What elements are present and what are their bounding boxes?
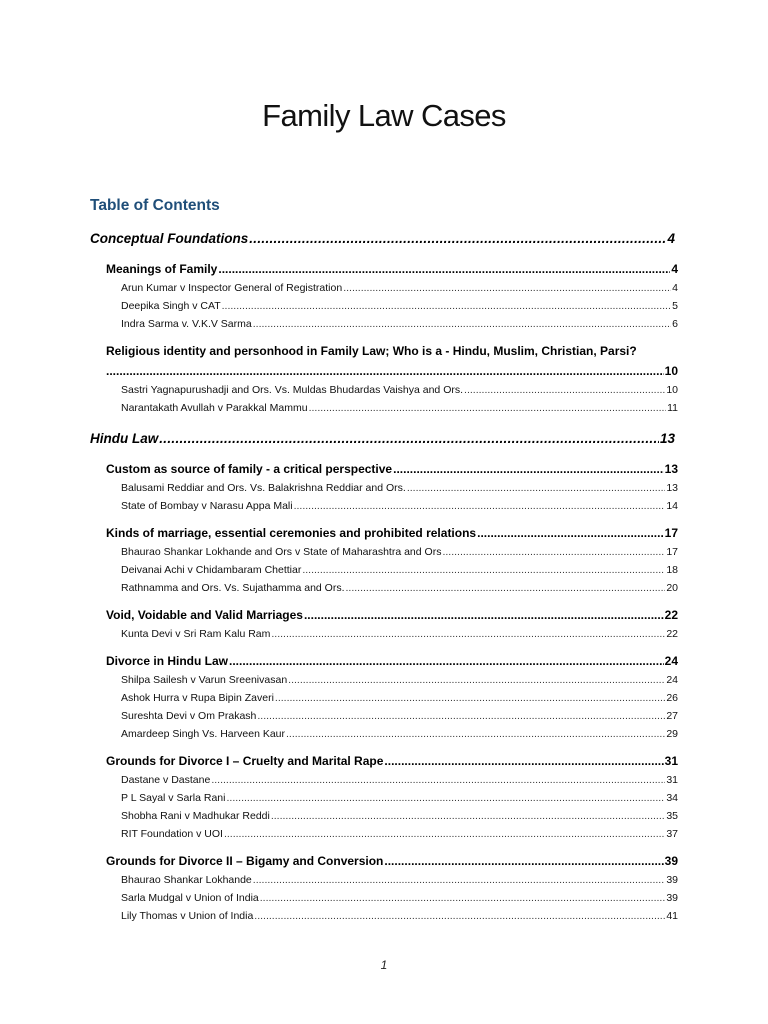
- toc-subsection-title: Religious identity and personhood in Family Law; Who is a - Hindu, Muslim, Christian, Parsi?: [106, 344, 637, 358]
- toc-section-title: Hindu Law: [90, 431, 159, 446]
- toc-case-title: Sastri Yagnapurushadji and Ors. Vs. Muldas Bhudardas Vaishya and Ors.: [121, 384, 464, 396]
- toc-leader-dots: [229, 651, 664, 671]
- toc-subsection-meanings-of-family[interactable]: [106, 259, 678, 279]
- toc-page-number: 10: [664, 364, 678, 378]
- toc-page-number: 26: [666, 692, 678, 704]
- toc-case-title: Lily Thomas v Union of India: [121, 910, 254, 922]
- table-of-contents: [0, 226, 768, 925]
- toc-case-title: Deivanai Achi v Chidambaram Chettiar: [121, 564, 302, 576]
- toc-leader-dots: [271, 625, 665, 643]
- toc-page-number: 22: [664, 608, 678, 622]
- toc-case-entry[interactable]: [121, 771, 678, 789]
- toc-case-title: Ashok Hurra v Rupa Bipin Zaveri: [121, 692, 274, 704]
- document-title: Family Law Cases: [262, 98, 506, 133]
- toc-case-title: Shilpa Sailesh v Varun Sreenivasan: [121, 674, 288, 686]
- toc-subsection-divorce[interactable]: [106, 651, 678, 671]
- toc-subsection-custom[interactable]: [106, 459, 678, 479]
- toc-case-entry[interactable]: [121, 625, 678, 643]
- toc-case-title: Sureshta Devi v Om Prakash: [121, 710, 257, 722]
- toc-case-entry[interactable]: [121, 297, 678, 315]
- toc-subsection-title: Meanings of Family: [106, 262, 218, 276]
- toc-page-number: 4: [671, 262, 678, 276]
- toc-leader-dots: [275, 689, 665, 707]
- toc-case-title: State of Bombay v Narasu Appa Mali: [121, 500, 293, 512]
- toc-page-number: 37: [666, 828, 678, 840]
- toc-page-number: 18: [666, 564, 678, 576]
- toc-page-number: 6: [672, 318, 678, 330]
- toc-leader-dots: [346, 579, 666, 597]
- toc-page-number: 39: [666, 874, 678, 886]
- toc-leader-dots: [260, 889, 666, 907]
- toc-case-entry[interactable]: [121, 315, 678, 333]
- toc-page-number: 17: [664, 526, 678, 540]
- toc-page-number: 4: [667, 231, 675, 246]
- toc-case-entry[interactable]: [121, 689, 678, 707]
- toc-leader-dots: [288, 671, 665, 689]
- toc-subsection-title: Custom as source of family - a critical perspective: [106, 462, 393, 476]
- toc-page-number: 39: [666, 892, 678, 904]
- toc-page-number: 39: [664, 854, 678, 868]
- toc-subsection-title: Grounds for Divorce II – Bigamy and Conversion: [106, 854, 384, 868]
- toc-subsection-title: Void, Voidable and Valid Marriages: [106, 608, 303, 622]
- toc-case-title: P L Sayal v Sarla Rani: [121, 792, 226, 804]
- toc-leader-dots: [384, 751, 663, 771]
- toc-case-entry[interactable]: [121, 279, 678, 297]
- toc-case-entry[interactable]: [121, 671, 678, 689]
- toc-case-entry[interactable]: [121, 907, 678, 925]
- toc-subsection-title: Kinds of marriage, essential ceremonies and prohibited relations: [106, 526, 477, 540]
- toc-leader-dots: [257, 707, 665, 725]
- toc-case-title: RIT Foundation v UOI: [121, 828, 223, 840]
- toc-case-title: Arun Kumar v Inspector General of Registration: [121, 282, 343, 294]
- toc-case-title: Indra Sarma v. V.K.V Sarma: [121, 318, 252, 330]
- toc-leader-dots: [393, 459, 664, 479]
- toc-leader-dots: [224, 825, 665, 843]
- toc-subsection-kinds-of-marriage[interactable]: [106, 523, 678, 543]
- toc-page-number: 24: [666, 674, 678, 686]
- toc-page-number: 29: [666, 728, 678, 740]
- toc-page-number: 35: [666, 810, 678, 822]
- toc-case-entry[interactable]: [121, 543, 678, 561]
- toc-section-conceptual-foundations[interactable]: [90, 227, 675, 251]
- toc-case-title: Narantakath Avullah v Parakkal Mammu: [121, 402, 308, 414]
- toc-case-title: Rathnamma and Ors. Vs. Sujathamma and Ors.: [121, 582, 345, 594]
- toc-case-entry[interactable]: [121, 889, 678, 907]
- toc-case-title: Bhaurao Shankar Lokhande: [121, 874, 252, 886]
- toc-case-entry[interactable]: [121, 807, 678, 825]
- toc-leader-dots: [159, 427, 659, 451]
- toc-page-number: 22: [666, 628, 678, 640]
- toc-subsection-title: Divorce in Hindu Law: [106, 654, 229, 668]
- toc-leader-dots: [477, 523, 664, 543]
- toc-leader-dots: [442, 543, 665, 561]
- toc-leader-dots: [254, 907, 665, 925]
- toc-leader-dots: [271, 807, 665, 825]
- toc-section-hindu-law[interactable]: [90, 427, 675, 451]
- toc-subsection-religious-identity[interactable]: [106, 341, 678, 381]
- toc-subsection-void-voidable[interactable]: [106, 605, 678, 625]
- toc-case-title: Kunta Devi v Sri Ram Kalu Ram: [121, 628, 271, 640]
- toc-leader-dots: [407, 479, 666, 497]
- toc-case-title: Deepika Singh v CAT: [121, 300, 221, 312]
- toc-page-number: 14: [666, 500, 678, 512]
- toc-leader-dots: [218, 259, 670, 279]
- toc-page-number: 13: [664, 462, 678, 476]
- toc-page-number: 24: [664, 654, 678, 668]
- toc-leader-dots: [226, 789, 665, 807]
- toc-case-title: Bhaurao Shankar Lokhande and Ors v State of Maharashtra and Ors: [121, 546, 442, 558]
- toc-case-title: Balusami Reddiar and Ors. Vs. Balakrishna Reddiar and Ors.: [121, 482, 406, 494]
- toc-leader-dots: [464, 381, 665, 399]
- toc-page-number: 20: [666, 582, 678, 594]
- toc-section-title: Conceptual Foundations: [90, 231, 249, 246]
- toc-page-number: 41: [666, 910, 678, 922]
- toc-case-entry[interactable]: [121, 725, 678, 743]
- toc-case-entry[interactable]: [121, 579, 678, 597]
- toc-leader-dots: [302, 561, 665, 579]
- toc-leader-dots: [211, 771, 665, 789]
- page-number-footer: 1: [380, 958, 388, 972]
- toc-leader-dots: [253, 315, 671, 333]
- toc-leader-dots: [294, 497, 666, 515]
- toc-page-number: 13: [666, 482, 678, 494]
- toc-subsection-title: Grounds for Divorce I – Cruelty and Marital Rape: [106, 754, 384, 768]
- toc-leader-dots: [304, 605, 664, 625]
- toc-case-entry[interactable]: [121, 399, 678, 417]
- toc-case-entry[interactable]: [121, 789, 678, 807]
- toc-page-number: 10: [666, 384, 678, 396]
- toc-case-entry[interactable]: [121, 707, 678, 725]
- toc-leader-dots: [249, 227, 666, 251]
- toc-page-number: 34: [666, 792, 678, 804]
- toc-leader-dots: [343, 279, 671, 297]
- toc-page-number: 17: [666, 546, 678, 558]
- toc-subsection-grounds-bigamy[interactable]: [106, 851, 678, 871]
- toc-page-number: 5: [672, 300, 678, 312]
- toc-leader-dots: [253, 871, 666, 889]
- toc-page-number: 31: [664, 754, 678, 768]
- toc-case-entry[interactable]: [121, 497, 678, 515]
- toc-page-number: 13: [659, 431, 675, 446]
- toc-leader-dots: [106, 361, 664, 381]
- toc-case-title: Amardeep Singh Vs. Harveen Kaur: [121, 728, 286, 740]
- toc-case-title: Dastane v Dastane: [121, 774, 211, 786]
- toc-heading: Table of Contents: [90, 197, 220, 214]
- toc-page-number: 31: [666, 774, 678, 786]
- toc-case-title: Sarla Mudgal v Union of India: [121, 892, 259, 904]
- toc-case-entry[interactable]: [121, 381, 678, 399]
- toc-case-entry[interactable]: [121, 479, 678, 497]
- toc-leader-dots: [222, 297, 672, 315]
- toc-subsection-grounds-cruelty[interactable]: [106, 751, 678, 771]
- toc-leader-dots: [309, 399, 667, 417]
- toc-leader-dots: [286, 725, 665, 743]
- toc-leader-dots: [384, 851, 663, 871]
- toc-page-number: 4: [672, 282, 678, 294]
- toc-case-entry[interactable]: [121, 561, 678, 579]
- toc-case-entry[interactable]: [121, 825, 678, 843]
- toc-page-number: 11: [667, 402, 678, 414]
- toc-case-title: Shobha Rani v Madhukar Reddi: [121, 810, 270, 822]
- toc-case-entry[interactable]: [121, 871, 678, 889]
- toc-page-number: 27: [666, 710, 678, 722]
